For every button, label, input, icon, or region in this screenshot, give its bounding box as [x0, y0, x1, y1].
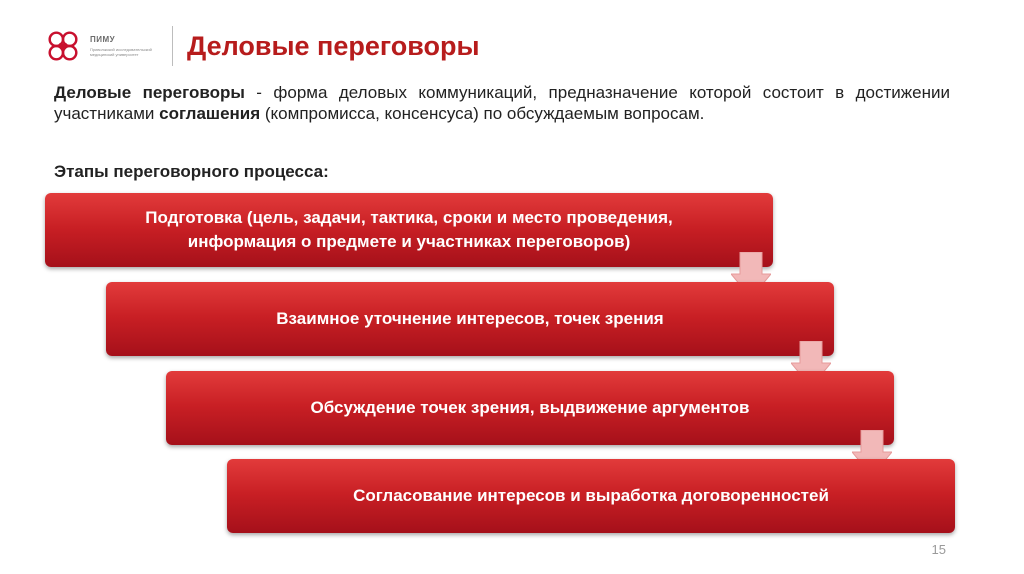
logo-text	[90, 36, 160, 57]
intro-paragraph	[54, 82, 950, 124]
intro-term: Деловые переговоры	[54, 83, 245, 102]
pimu-logo-icon	[44, 27, 82, 65]
stage-clarification	[106, 282, 834, 356]
stage-1-line-2: информация о предмете и участниках переговоров)	[187, 232, 631, 251]
intro-emphasis: соглашения	[159, 104, 261, 123]
stage-3-line-1: Обсуждение точек зрения, выдвижение аргументов	[310, 398, 750, 417]
stage-agreement	[227, 459, 955, 533]
stage-1-line-1: Подготовка (цель, задачи, тактика, сроки и место проведения,	[145, 208, 673, 227]
page-number: 15	[931, 542, 946, 557]
intro-text-part2: (компромисса, консенсуса) по обсуждаемым вопросам.	[260, 104, 705, 123]
page-title: Деловые переговоры	[187, 30, 480, 61]
logo-subtitle: Приволжский исследовательский медицинский университет	[90, 46, 152, 57]
stage-4-line-1: Согласование интересов и выработка договоренностей	[353, 486, 829, 505]
stages-heading: Этапы переговорного процесса:	[54, 162, 329, 181]
stage-discussion	[166, 371, 894, 445]
header	[44, 18, 480, 74]
intro-text-part1: - форма деловых коммуникаций, предназначение которой состоит в достижении участниками	[54, 83, 950, 123]
logo-name: ПИМУ	[90, 34, 116, 44]
stage-preparation	[45, 193, 773, 267]
stage-2-line-1: Взаимное уточнение интересов, точек зрения	[276, 309, 664, 328]
header-divider	[172, 26, 173, 66]
logo	[44, 18, 162, 74]
